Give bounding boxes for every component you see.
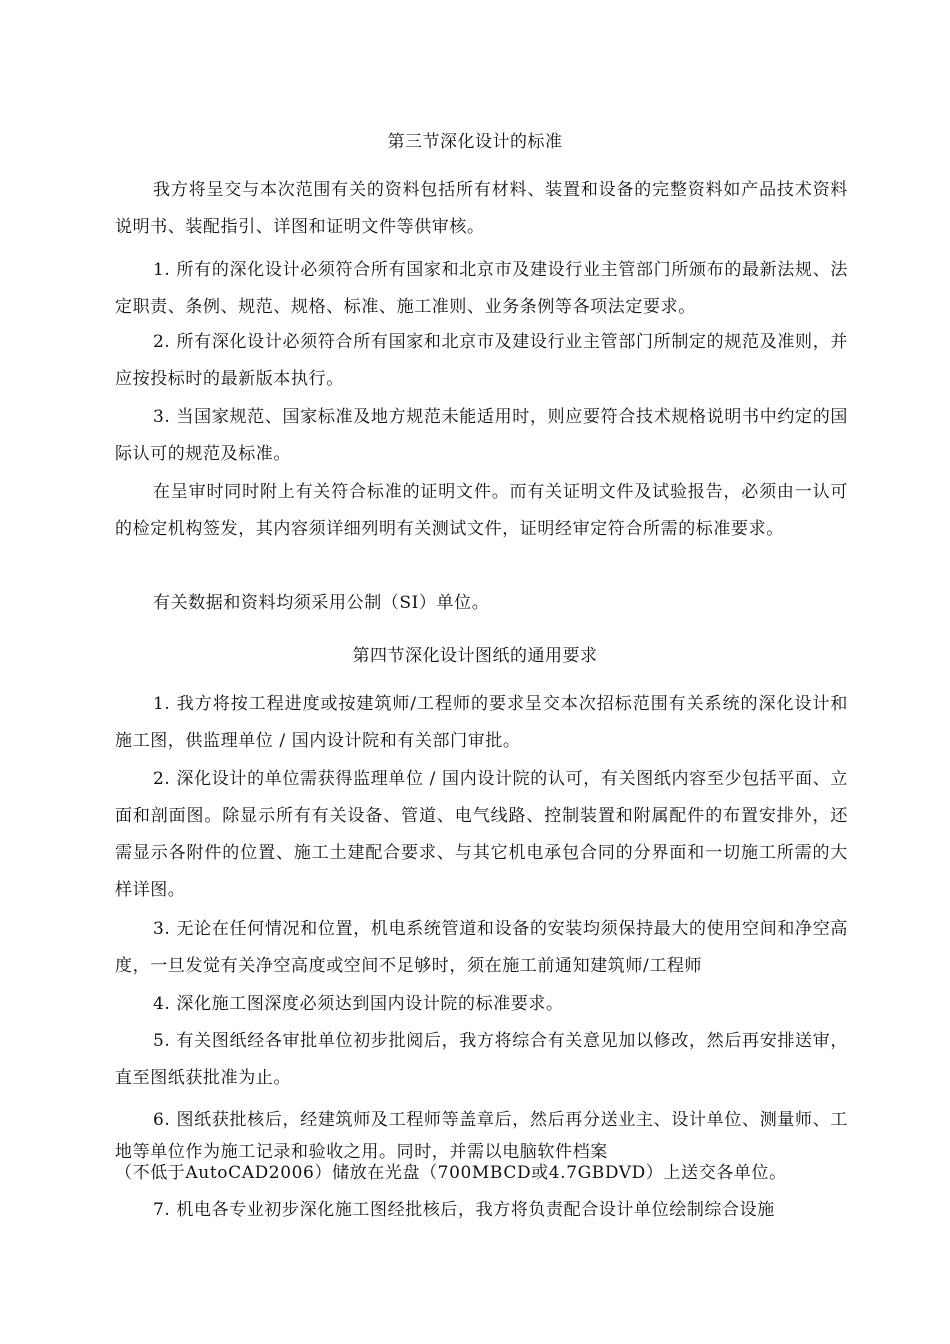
section-4-title: 第四节深化设计图纸的通用要求 xyxy=(352,646,598,666)
section-4-item-3: 3. 无论在任何情况和位置，机电系统管道和设备的安装均须保持最大的使用空间和净空高度，一旦发觉有关净空高度或空间不足够时，须在施工前通知建筑师/工程师 xyxy=(115,919,848,976)
section-4-item-6-continuation: （不低于AutoCAD2006）储放在光盘（700MBCD或4.7GBDVD）上送交各单位。 xyxy=(115,1163,787,1183)
section-4-item-4: 4. 深化施工图深度必须达到国内设计院的标准要求。 xyxy=(153,994,564,1014)
section-3-title: 第三节深化设计的标准 xyxy=(387,132,563,152)
section-4-item-6: 6. 图纸获批核后，经建筑师及工程师等盖章后，然后再分送业主、设计单位、测量师、工地等单位作为施工记录和验收之用。同时，并需以电脑软件档案 xyxy=(115,1110,848,1162)
section-3-item-1: 1. 所有的深化设计必须符合所有国家和北京市及建设行业主管部门所颁布的最新法规、法定职责、条例、规范、规格、标准、施工准则、业务条例等各项法定要求。 xyxy=(115,260,848,317)
section-3-paragraph-certificates: 在呈审时同时附上有关符合标准的证明文件。而有关证明文件及试验报告，必须由一认可的检定机构签发，其内容须详细列明有关测试文件，证明经审定符合所需的标准要求。 xyxy=(115,482,848,539)
section-3-item-2: 2. 所有深化设计必须符合所有国家和北京市及建设行业主管部门所制定的规范及准则，并应按投标时的最新版本执行。 xyxy=(115,332,848,389)
section-4-item-7: 7. 机电各专业初步深化施工图经批核后，我方将负责配合设计单位绘制综合设施 xyxy=(153,1200,775,1220)
section-4-item-5: 5. 有关图纸经各审批单位初步批阅后，我方将综合有关意见加以修改，然后再安排送审，直至图纸获批准为止。 xyxy=(115,1031,848,1088)
section-3-item-3: 3. 当国家规范、国家标准及地方规范未能适用时，则应要符合技术规格说明书中约定的国际认可的规范及标准。 xyxy=(115,407,848,464)
section-3-paragraph-intro: 我方将呈交与本次范围有关的资料包括所有材料、装置和设备的完整资料如产品技术资料说明书、装配指引、详图和证明文件等供审核。 xyxy=(115,180,848,237)
section-4-item-1: 1. 我方将按工程进度或按建筑师/工程师的要求呈交本次招标范围有关系统的深化设计和施工图，供监理单位 / 国内设计院和有关部门审批。 xyxy=(115,694,848,751)
section-4-item-2: 2. 深化设计的单位需获得监理单位 / 国内设计院的认可，有关图纸内容至少包括平面、立面和剖面图。除显示所有有关设备、管道、电气线路、控制装置和附属配件的布置安排外，还需显示各附件的位置、施工土建配合要求、与其它机电承包合同的分界面和一切施工所需的大样详图。 xyxy=(115,769,848,900)
section-3-paragraph-units: 有关数据和资料均须采用公制（SI）单位。 xyxy=(153,593,490,613)
